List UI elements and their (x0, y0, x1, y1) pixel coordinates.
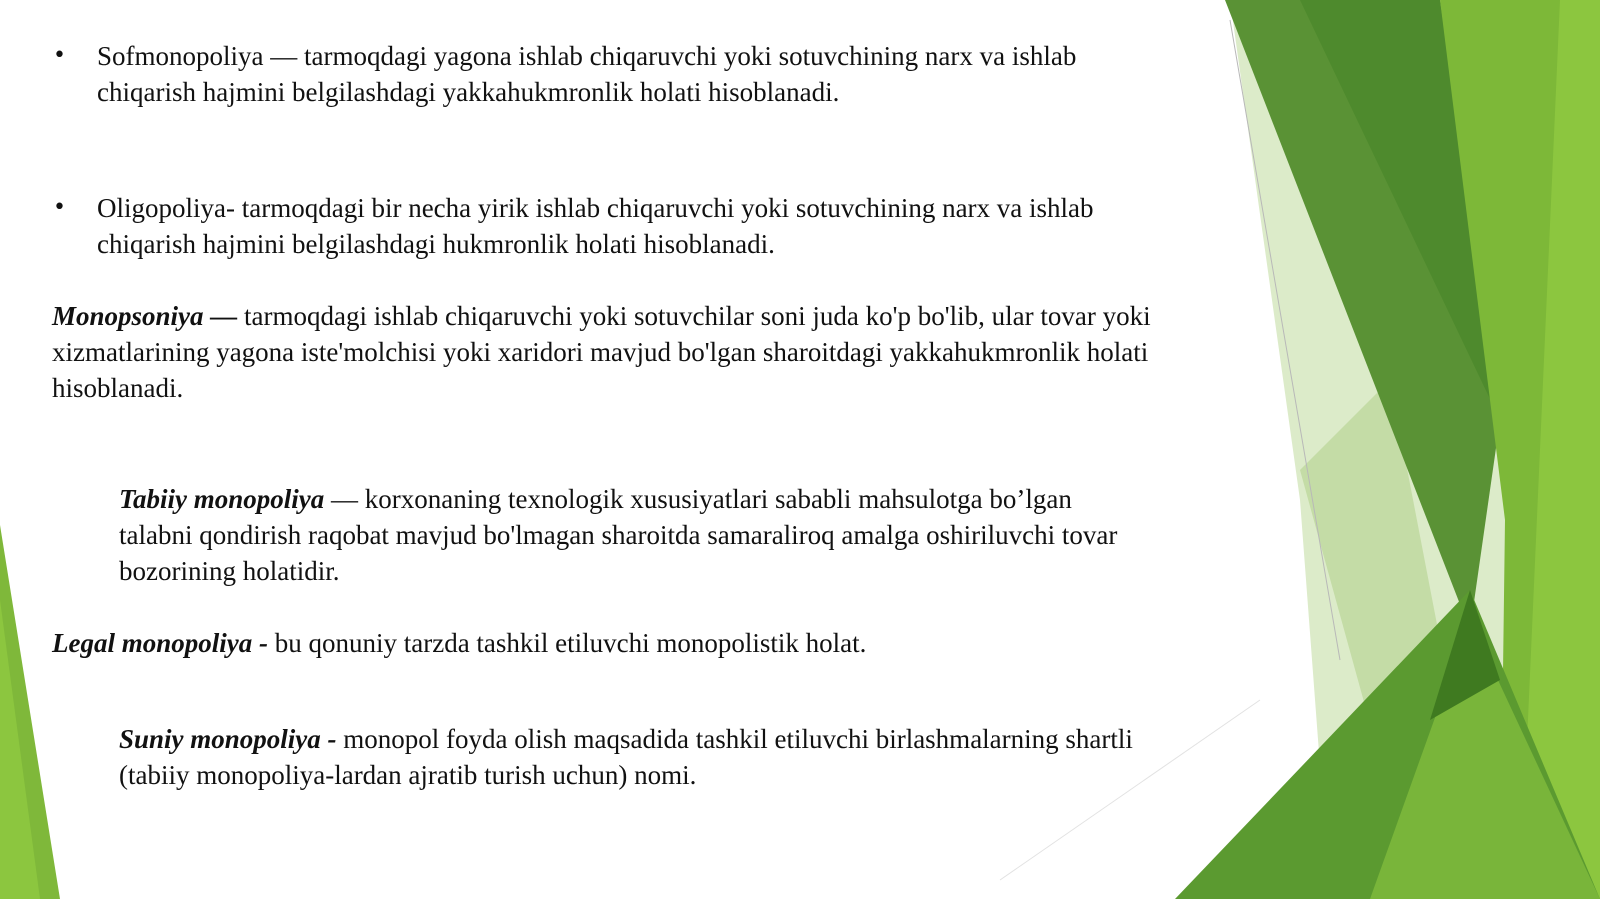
bullet-icon: • (53, 43, 66, 68)
definition-sofmonopoliya (53, 38, 1147, 110)
definition-legal-monopoliya (52, 625, 1202, 661)
definition-tabiiy-monopoliya (119, 481, 1119, 589)
term-label: Monopsoniya — (52, 301, 238, 331)
definition-text: monopol foyda olish maqsadida tashkil etiluvchi birlashmalarning shartli (tabiiy monopoliya-lardan ajratib turish uchun) nomi. (119, 724, 1133, 790)
term-label: Oligopoliya- (97, 193, 235, 223)
definition-text: — korxonaning texnologik xususiyatlari sababli mahsulotga bo’lgan talabni qondirish raqobat mavjud bo'lmagan sharoitda samaraliroq amalga oshiriluvchi tovar bozorining holatidir. (119, 484, 1118, 586)
definition-text: — tarmoqdagi yagona ishlab chiqaruvchi yoki sotuvchining narx va ishlab chiqarish hajmini belgilashdagi yakkahukmronlik holati hisoblanadi. (97, 41, 1077, 107)
term-label: Tabiiy monopoliya (119, 484, 325, 514)
term-label: Legal monopoliya - (52, 628, 268, 658)
term-label: Suniy monopoliya - (119, 724, 337, 754)
definition-text: tarmoqdagi bir necha yirik ishlab chiqaruvchi yoki sotuvchining narx va ishlab chiqarish hajmini belgilashdagi hukmronlik holati hisoblanadi. (97, 193, 1094, 259)
definition-text: bu qonuniy tarzda tashkil etiluvchi monopolistik holat. (267, 628, 867, 658)
definition-monopsoniya (52, 298, 1227, 406)
definition-text: tarmoqdagi ishlab chiqaruvchi yoki sotuvchilar soni juda ko'p bo'lib, ular tovar yoki xizmatlarining yagona iste'molchisi yoki xaridori mavjud bo'lgan sharoitdagi yakkahukmronlik holati hisoblanadi. (52, 301, 1151, 403)
definition-oligopoliya (53, 190, 1157, 262)
bullet-icon: • (53, 195, 66, 220)
definition-suniy-monopoliya (119, 721, 1179, 793)
term-label: Sofmonopoliya (97, 41, 264, 71)
